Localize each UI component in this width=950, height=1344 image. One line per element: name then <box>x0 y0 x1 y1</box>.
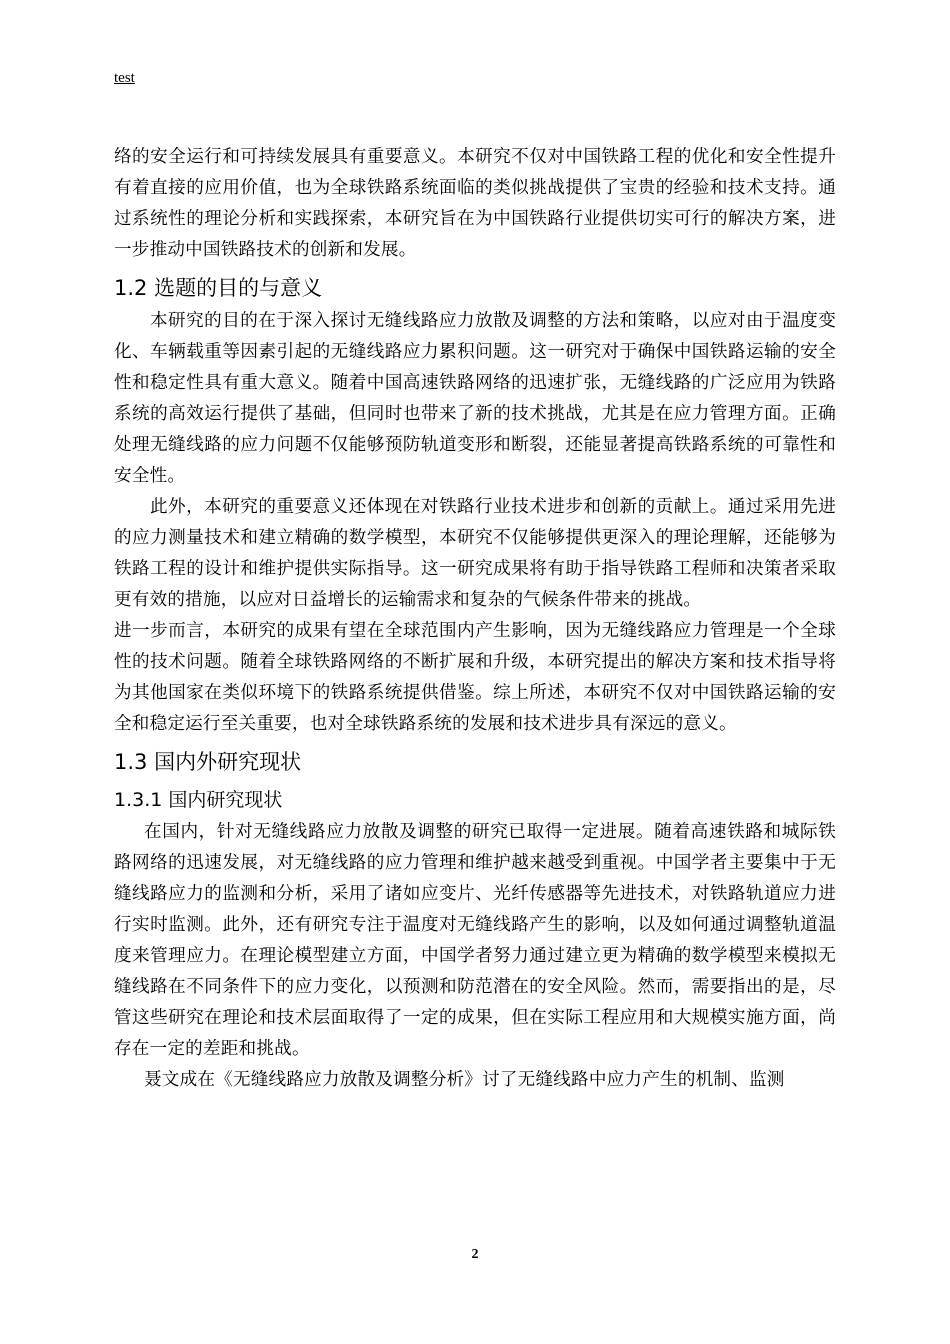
paragraph: 进一步而言，本研究的成果有望在全球范围内产生影响，因为无缝线路应力管理是一个全球性的技术问题。随着全球铁路网络的不断扩展和升级，本研究提出的解决方案和技术指导将为其他国家在类似环境下的铁路系统提供借鉴。综上所述，本研究不仅对中国铁路运输的安全和稳定运行至关重要，也对全球铁路系统的发展和技术进步具有深远的意义。 <box>114 621 836 734</box>
section-heading-1-2: 1.2 选题的目的与意义 <box>114 276 323 300</box>
paragraph: 在国内，针对无缝线路应力放散及调整的研究已取得一定进展。随着高速铁路和城际铁路网络的迅速发展，对无缝线路的应力管理和维护越来越受到重视。中国学者主要集中于无缝线路应力的监测和分析，采用了诸如应变片、光纤传感器等先进技术，对铁路轨道应力进行实时监测。此外，还有研究专注于温度对无缝线路产生的影响，以及如何通过调整轨道温度来管理应力。在理论模型建立方面，中国学者努力通过建立更为精确的数学模型来模拟无缝线路在不同条件下的应力变化，以预测和防范潜在的安全风险。然而，需要指出的是，尽管这些研究在理论和技术层面取得了一定的成果，但在实际工程应用和大规模实施方面，尚存在一定的差距和挑战。 <box>114 822 836 1059</box>
paragraph: 此外，本研究的重要意义还体现在对铁路行业技术进步和创新的贡献上。通过采用先进的应力测量技术和建立精确的数学模型，本研究不仅能够提供更深入的理论理解，还能够为铁路工程的设计和维护提供实际指导。这一研究成果将有助于指导铁路工程师和决策者采取更有效的措施，以应对日益增长的运输需求和复杂的气候条件带来的挑战。 <box>114 497 836 610</box>
page-body <box>114 142 836 1096</box>
page-header: test <box>114 70 135 86</box>
section-heading-1-3: 1.3 国内外研究现状 <box>114 750 302 774</box>
subsection-heading-1-3-1: 1.3.1 国内研究现状 <box>114 789 283 811</box>
paragraph: 络的安全运行和可持续发展具有重要意义。本研究不仅对中国铁路工程的优化和安全性提升有着直接的应用价值，也为全球铁路系统面临的类似挑战提供了宝贵的经验和技术支持。通过系统性的理论分析和实践探索，本研究旨在为中国铁路行业提供切实可行的解决方案，进一步推动中国铁路技术的创新和发展。 <box>114 147 836 260</box>
page-number: 2 <box>471 1247 479 1262</box>
paragraph: 聂文成在《无缝线路应力放散及调整分析》讨了无缝线路中应力产生的机制、监测 <box>144 1070 785 1090</box>
paragraph: 本研究的目的在于深入探讨无缝线路应力放散及调整的方法和策略，以应对由于温度变化、车辆载重等因素引起的无缝线路应力累积问题。这一研究对于确保中国铁路运输的安全性和稳定性具有重大意义。随着中国高速铁路网络的迅速扩张，无缝线路的广泛应用为铁路系统的高效运行提供了基础，但同时也带来了新的技术挑战，尤其是在应力管理方面。正确处理无缝线路的应力问题不仅能够预防轨道变形和断裂，还能显著提高铁路系统的可靠性和安全性。 <box>114 311 836 486</box>
